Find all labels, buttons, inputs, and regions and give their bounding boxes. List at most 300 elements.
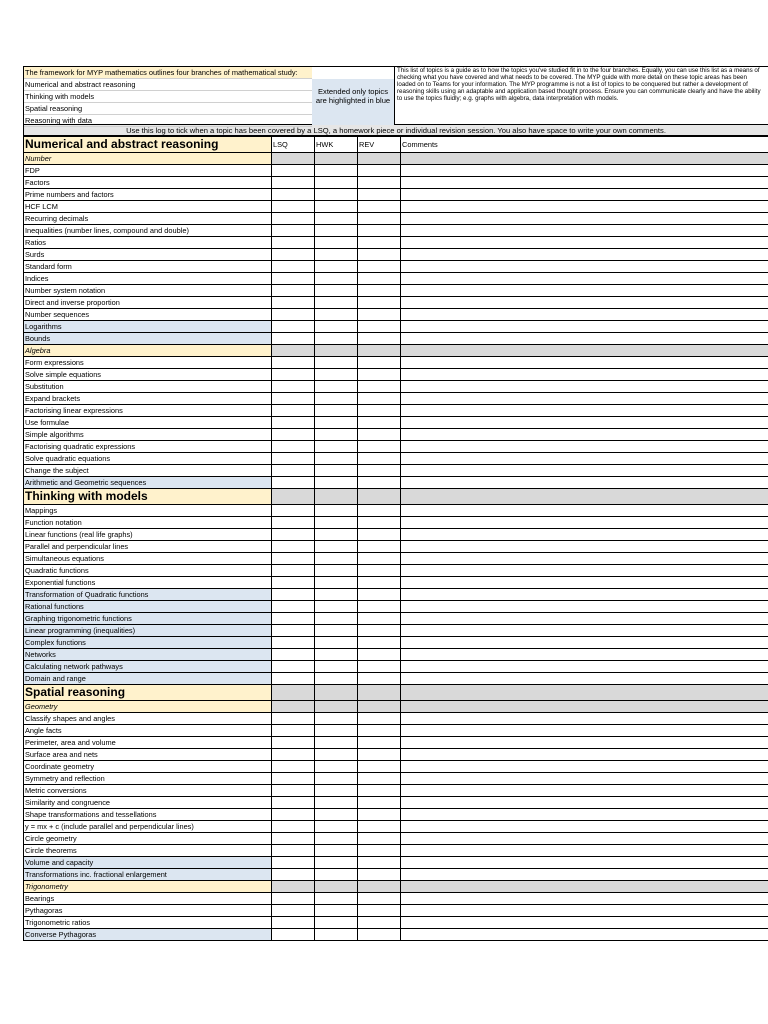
rev-cell[interactable] [358, 589, 401, 601]
comments-cell[interactable] [401, 869, 768, 881]
lsq-cell[interactable] [272, 661, 315, 673]
rev-cell[interactable] [358, 489, 401, 505]
lsq-cell[interactable] [272, 345, 315, 357]
comments-cell[interactable] [401, 613, 768, 625]
comments-cell[interactable] [401, 465, 768, 477]
topic-row [24, 857, 768, 869]
rev-cell[interactable] [358, 225, 401, 237]
topic-row [24, 749, 768, 761]
topic-label: Converse Pythagoras [24, 929, 272, 941]
lsq-cell[interactable] [272, 453, 315, 465]
comments-cell[interactable] [401, 505, 768, 517]
rev-cell[interactable] [358, 177, 401, 189]
hwk-cell[interactable] [315, 797, 358, 809]
hwk-cell[interactable] [315, 505, 358, 517]
hwk-cell[interactable] [315, 297, 358, 309]
hwk-cell[interactable] [315, 673, 358, 685]
comments-cell[interactable] [401, 929, 768, 941]
rev-cell[interactable] [358, 369, 401, 381]
topic-row [24, 625, 768, 637]
topic-row [24, 369, 768, 381]
rev-cell[interactable] [358, 821, 401, 833]
hwk-cell[interactable] [315, 625, 358, 637]
lsq-cell[interactable] [272, 701, 315, 713]
hwk-cell[interactable] [315, 237, 358, 249]
comments-cell[interactable] [401, 477, 768, 489]
hwk-cell[interactable] [315, 785, 358, 797]
comments-cell[interactable] [401, 189, 768, 201]
hwk-cell[interactable] [315, 809, 358, 821]
hwk-cell[interactable] [315, 429, 358, 441]
comments-cell[interactable] [401, 725, 768, 737]
hwk-cell[interactable] [315, 249, 358, 261]
comments-cell[interactable] [401, 201, 768, 213]
hwk-cell[interactable] [315, 405, 358, 417]
comments-cell[interactable] [401, 405, 768, 417]
lsq-cell[interactable] [272, 713, 315, 725]
topic-label: Surds [24, 249, 272, 261]
comments-cell[interactable] [401, 249, 768, 261]
comments-cell[interactable] [401, 357, 768, 369]
comments-cell[interactable] [401, 309, 768, 321]
rev-cell[interactable] [358, 381, 401, 393]
rev-cell[interactable] [358, 465, 401, 477]
lsq-cell[interactable] [272, 477, 315, 489]
hwk-cell[interactable] [315, 465, 358, 477]
comments-cell[interactable] [401, 177, 768, 189]
topic-label: Indices [24, 273, 272, 285]
lsq-cell[interactable] [272, 737, 315, 749]
hwk-cell[interactable] [315, 177, 358, 189]
rev-cell[interactable] [358, 785, 401, 797]
lsq-cell[interactable] [272, 393, 315, 405]
lsq-cell[interactable] [272, 881, 315, 893]
rev-cell[interactable] [358, 685, 401, 701]
comments-cell[interactable] [401, 565, 768, 577]
hwk-cell[interactable] [315, 393, 358, 405]
hwk-cell[interactable] [315, 845, 358, 857]
topic-table [23, 136, 768, 941]
comments-cell[interactable] [401, 321, 768, 333]
hwk-cell[interactable] [315, 685, 358, 701]
comments-cell[interactable] [401, 701, 768, 713]
lsq-cell[interactable] [272, 517, 315, 529]
hwk-cell[interactable] [315, 929, 358, 941]
comments-cell[interactable] [401, 845, 768, 857]
rev-cell[interactable] [358, 613, 401, 625]
lsq-cell[interactable] [272, 905, 315, 917]
topic-label: Factorising quadratic expressions [24, 441, 272, 453]
hwk-cell[interactable] [315, 213, 358, 225]
comments-cell[interactable] [401, 917, 768, 929]
lsq-cell[interactable] [272, 761, 315, 773]
hwk-cell[interactable] [315, 517, 358, 529]
lsq-cell[interactable] [272, 917, 315, 929]
comments-cell[interactable] [401, 649, 768, 661]
topic-row [24, 393, 768, 405]
comments-cell[interactable] [401, 153, 768, 165]
lsq-cell[interactable] [272, 845, 315, 857]
rev-cell[interactable] [358, 737, 401, 749]
lsq-cell[interactable] [272, 505, 315, 517]
comments-cell[interactable] [401, 881, 768, 893]
hwk-cell[interactable] [315, 189, 358, 201]
hwk-cell[interactable] [315, 613, 358, 625]
comments-cell[interactable] [401, 737, 768, 749]
comments-cell[interactable] [401, 857, 768, 869]
comments-cell[interactable] [401, 785, 768, 797]
comments-cell[interactable] [401, 541, 768, 553]
rev-cell[interactable] [358, 857, 401, 869]
comments-cell[interactable] [401, 797, 768, 809]
lsq-cell[interactable] [272, 165, 315, 177]
hwk-cell[interactable] [315, 577, 358, 589]
lsq-cell[interactable] [272, 749, 315, 761]
lsq-cell[interactable] [272, 649, 315, 661]
hwk-cell[interactable] [315, 453, 358, 465]
hwk-cell[interactable] [315, 773, 358, 785]
rev-cell[interactable] [358, 869, 401, 881]
rev-cell[interactable] [358, 917, 401, 929]
topic-row [24, 477, 768, 489]
hwk-cell[interactable] [315, 725, 358, 737]
rev-cell[interactable] [358, 725, 401, 737]
comments-cell[interactable] [401, 529, 768, 541]
lsq-cell[interactable] [272, 613, 315, 625]
subheading-label: Geometry [24, 701, 272, 713]
comments-cell[interactable] [401, 577, 768, 589]
rev-cell[interactable] [358, 249, 401, 261]
hwk-cell[interactable] [315, 701, 358, 713]
lsq-cell[interactable] [272, 405, 315, 417]
topic-row [24, 321, 768, 333]
hwk-cell[interactable] [315, 381, 358, 393]
hwk-cell[interactable] [315, 565, 358, 577]
rev-cell[interactable] [358, 153, 401, 165]
rev-cell[interactable] [358, 165, 401, 177]
lsq-cell[interactable] [272, 773, 315, 785]
rev-cell[interactable] [358, 441, 401, 453]
topic-label: Angle facts [24, 725, 272, 737]
rev-cell[interactable] [358, 237, 401, 249]
hwk-cell[interactable] [315, 333, 358, 345]
hwk-cell[interactable] [315, 589, 358, 601]
rev-cell[interactable] [358, 649, 401, 661]
lsq-cell[interactable] [272, 601, 315, 613]
lsq-cell[interactable] [272, 429, 315, 441]
hwk-cell[interactable] [315, 417, 358, 429]
comments-cell[interactable] [401, 453, 768, 465]
rev-cell[interactable] [358, 309, 401, 321]
topic-row [24, 309, 768, 321]
topic-label: Bearings [24, 893, 272, 905]
comments-cell[interactable] [401, 345, 768, 357]
topic-label: FDP [24, 165, 272, 177]
lsq-cell[interactable] [272, 809, 315, 821]
lsq-cell[interactable] [272, 237, 315, 249]
rev-cell[interactable] [358, 529, 401, 541]
comments-cell[interactable] [401, 661, 768, 673]
topic-label: Number sequences [24, 309, 272, 321]
lsq-cell[interactable] [272, 529, 315, 541]
lsq-cell[interactable] [272, 673, 315, 685]
rev-cell[interactable] [358, 429, 401, 441]
column-header-rev: REV [358, 137, 401, 153]
comments-cell[interactable] [401, 273, 768, 285]
hwk-cell[interactable] [315, 749, 358, 761]
lsq-cell[interactable] [272, 441, 315, 453]
hwk-cell[interactable] [315, 165, 358, 177]
topic-label: Change the subject [24, 465, 272, 477]
hwk-cell[interactable] [315, 321, 358, 333]
lsq-cell[interactable] [272, 893, 315, 905]
rev-cell[interactable] [358, 893, 401, 905]
lsq-cell[interactable] [272, 225, 315, 237]
rev-cell[interactable] [358, 773, 401, 785]
rev-cell[interactable] [358, 541, 401, 553]
comments-cell[interactable] [401, 553, 768, 565]
comments-cell[interactable] [401, 441, 768, 453]
hwk-cell[interactable] [315, 345, 358, 357]
hwk-cell[interactable] [315, 893, 358, 905]
comments-cell[interactable] [401, 713, 768, 725]
lsq-cell[interactable] [272, 565, 315, 577]
rev-cell[interactable] [358, 417, 401, 429]
hwk-cell[interactable] [315, 477, 358, 489]
lsq-cell[interactable] [272, 249, 315, 261]
subheading-label: Trigonometry [24, 881, 272, 893]
lsq-cell[interactable] [272, 685, 315, 701]
rev-cell[interactable] [358, 577, 401, 589]
comments-cell[interactable] [401, 225, 768, 237]
rev-cell[interactable] [358, 189, 401, 201]
lsq-cell[interactable] [272, 857, 315, 869]
rev-cell[interactable] [358, 297, 401, 309]
rev-cell[interactable] [358, 761, 401, 773]
rev-cell[interactable] [358, 285, 401, 297]
rev-cell[interactable] [358, 333, 401, 345]
hwk-cell[interactable] [315, 369, 358, 381]
rev-cell[interactable] [358, 713, 401, 725]
comments-cell[interactable] [401, 637, 768, 649]
rev-cell[interactable] [358, 201, 401, 213]
comments-cell[interactable] [401, 809, 768, 821]
hwk-cell[interactable] [315, 881, 358, 893]
comments-cell[interactable] [401, 333, 768, 345]
comments-cell[interactable] [401, 237, 768, 249]
lsq-cell[interactable] [272, 333, 315, 345]
hwk-cell[interactable] [315, 553, 358, 565]
comments-cell[interactable] [401, 821, 768, 833]
rev-cell[interactable] [358, 517, 401, 529]
rev-cell[interactable] [358, 701, 401, 713]
hwk-cell[interactable] [315, 833, 358, 845]
comments-cell[interactable] [401, 297, 768, 309]
hwk-cell[interactable] [315, 737, 358, 749]
hwk-cell[interactable] [315, 225, 358, 237]
hwk-cell[interactable] [315, 649, 358, 661]
rev-cell[interactable] [358, 833, 401, 845]
hwk-cell[interactable] [315, 661, 358, 673]
lsq-cell[interactable] [272, 465, 315, 477]
topic-label: Volume and capacity [24, 857, 272, 869]
rev-cell[interactable] [358, 405, 401, 417]
lsq-cell[interactable] [272, 189, 315, 201]
hwk-cell[interactable] [315, 285, 358, 297]
comments-cell[interactable] [401, 749, 768, 761]
comments-cell[interactable] [401, 589, 768, 601]
lsq-cell[interactable] [272, 261, 315, 273]
comments-cell[interactable] [401, 773, 768, 785]
rev-cell[interactable] [358, 321, 401, 333]
comments-cell[interactable] [401, 393, 768, 405]
topic-row [24, 333, 768, 345]
comments-cell[interactable] [401, 381, 768, 393]
hwk-cell[interactable] [315, 489, 358, 505]
rev-cell[interactable] [358, 673, 401, 685]
hwk-cell[interactable] [315, 821, 358, 833]
topic-row [24, 661, 768, 673]
comments-cell[interactable] [401, 673, 768, 685]
lsq-cell[interactable] [272, 213, 315, 225]
comments-cell[interactable] [401, 261, 768, 273]
rev-cell[interactable] [358, 881, 401, 893]
hwk-cell[interactable] [315, 261, 358, 273]
comments-cell[interactable] [401, 685, 768, 701]
comments-cell[interactable] [401, 489, 768, 505]
hwk-cell[interactable] [315, 357, 358, 369]
rev-cell[interactable] [358, 213, 401, 225]
lsq-cell[interactable] [272, 273, 315, 285]
hwk-cell[interactable] [315, 869, 358, 881]
rev-cell[interactable] [358, 601, 401, 613]
lsq-cell[interactable] [272, 357, 315, 369]
lsq-cell[interactable] [272, 201, 315, 213]
rev-cell[interactable] [358, 357, 401, 369]
lsq-cell[interactable] [272, 833, 315, 845]
subheading-label: Algebra [24, 345, 272, 357]
rev-cell[interactable] [358, 661, 401, 673]
rev-cell[interactable] [358, 797, 401, 809]
lsq-cell[interactable] [272, 285, 315, 297]
rev-cell[interactable] [358, 453, 401, 465]
lsq-cell[interactable] [272, 553, 315, 565]
rev-cell[interactable] [358, 637, 401, 649]
hwk-cell[interactable] [315, 601, 358, 613]
comments-cell[interactable] [401, 761, 768, 773]
rev-cell[interactable] [358, 749, 401, 761]
rev-cell[interactable] [358, 565, 401, 577]
rev-cell[interactable] [358, 845, 401, 857]
rev-cell[interactable] [358, 273, 401, 285]
rev-cell[interactable] [358, 809, 401, 821]
rev-cell[interactable] [358, 505, 401, 517]
lsq-cell[interactable] [272, 321, 315, 333]
lsq-cell[interactable] [272, 417, 315, 429]
topic-row [24, 529, 768, 541]
hwk-cell[interactable] [315, 713, 358, 725]
rev-cell[interactable] [358, 905, 401, 917]
rev-cell[interactable] [358, 929, 401, 941]
hwk-cell[interactable] [315, 917, 358, 929]
lsq-cell[interactable] [272, 369, 315, 381]
topic-label: Linear functions (real life graphs) [24, 529, 272, 541]
subheading-row [24, 153, 768, 165]
comments-cell[interactable] [401, 417, 768, 429]
hwk-cell[interactable] [315, 541, 358, 553]
hwk-cell[interactable] [315, 273, 358, 285]
rev-cell[interactable] [358, 393, 401, 405]
lsq-cell[interactable] [272, 785, 315, 797]
rev-cell[interactable] [358, 345, 401, 357]
comments-cell[interactable] [401, 625, 768, 637]
rev-cell[interactable] [358, 261, 401, 273]
topic-label: Prime numbers and factors [24, 189, 272, 201]
lsq-cell[interactable] [272, 577, 315, 589]
hwk-cell[interactable] [315, 153, 358, 165]
lsq-cell[interactable] [272, 869, 315, 881]
topic-label: Networks [24, 649, 272, 661]
comments-cell[interactable] [401, 833, 768, 845]
hwk-cell[interactable] [315, 201, 358, 213]
rev-cell[interactable] [358, 553, 401, 565]
lsq-cell[interactable] [272, 381, 315, 393]
topic-label: Transformations inc. fractional enlargement [24, 869, 272, 881]
lsq-cell[interactable] [272, 821, 315, 833]
hwk-cell[interactable] [315, 857, 358, 869]
lsq-cell[interactable] [272, 637, 315, 649]
lsq-cell[interactable] [272, 589, 315, 601]
topic-label: Metric conversions [24, 785, 272, 797]
lsq-cell[interactable] [272, 489, 315, 505]
lsq-cell[interactable] [272, 309, 315, 321]
lsq-cell[interactable] [272, 541, 315, 553]
comments-cell[interactable] [401, 165, 768, 177]
topic-label: Classify shapes and angles [24, 713, 272, 725]
hwk-cell[interactable] [315, 637, 358, 649]
lsq-cell[interactable] [272, 625, 315, 637]
rev-cell[interactable] [358, 477, 401, 489]
lsq-cell[interactable] [272, 153, 315, 165]
hwk-cell[interactable] [315, 761, 358, 773]
subheading-row [24, 701, 768, 713]
lsq-cell[interactable] [272, 297, 315, 309]
comments-cell[interactable] [401, 905, 768, 917]
comments-cell[interactable] [401, 369, 768, 381]
topic-label: Use formulae [24, 417, 272, 429]
lsq-cell[interactable] [272, 929, 315, 941]
topic-label: Pythagoras [24, 905, 272, 917]
comments-cell[interactable] [401, 517, 768, 529]
lsq-cell[interactable] [272, 177, 315, 189]
comments-cell[interactable] [401, 285, 768, 297]
rev-cell[interactable] [358, 625, 401, 637]
hwk-cell[interactable] [315, 905, 358, 917]
comments-cell[interactable] [401, 601, 768, 613]
topic-label: Ratios [24, 237, 272, 249]
topic-row [24, 869, 768, 881]
lsq-cell[interactable] [272, 797, 315, 809]
hwk-cell[interactable] [315, 309, 358, 321]
comments-cell[interactable] [401, 213, 768, 225]
topic-row [24, 713, 768, 725]
comments-cell[interactable] [401, 893, 768, 905]
hwk-cell[interactable] [315, 441, 358, 453]
topic-label: Bounds [24, 333, 272, 345]
lsq-cell[interactable] [272, 725, 315, 737]
hwk-cell[interactable] [315, 529, 358, 541]
comments-cell[interactable] [401, 429, 768, 441]
